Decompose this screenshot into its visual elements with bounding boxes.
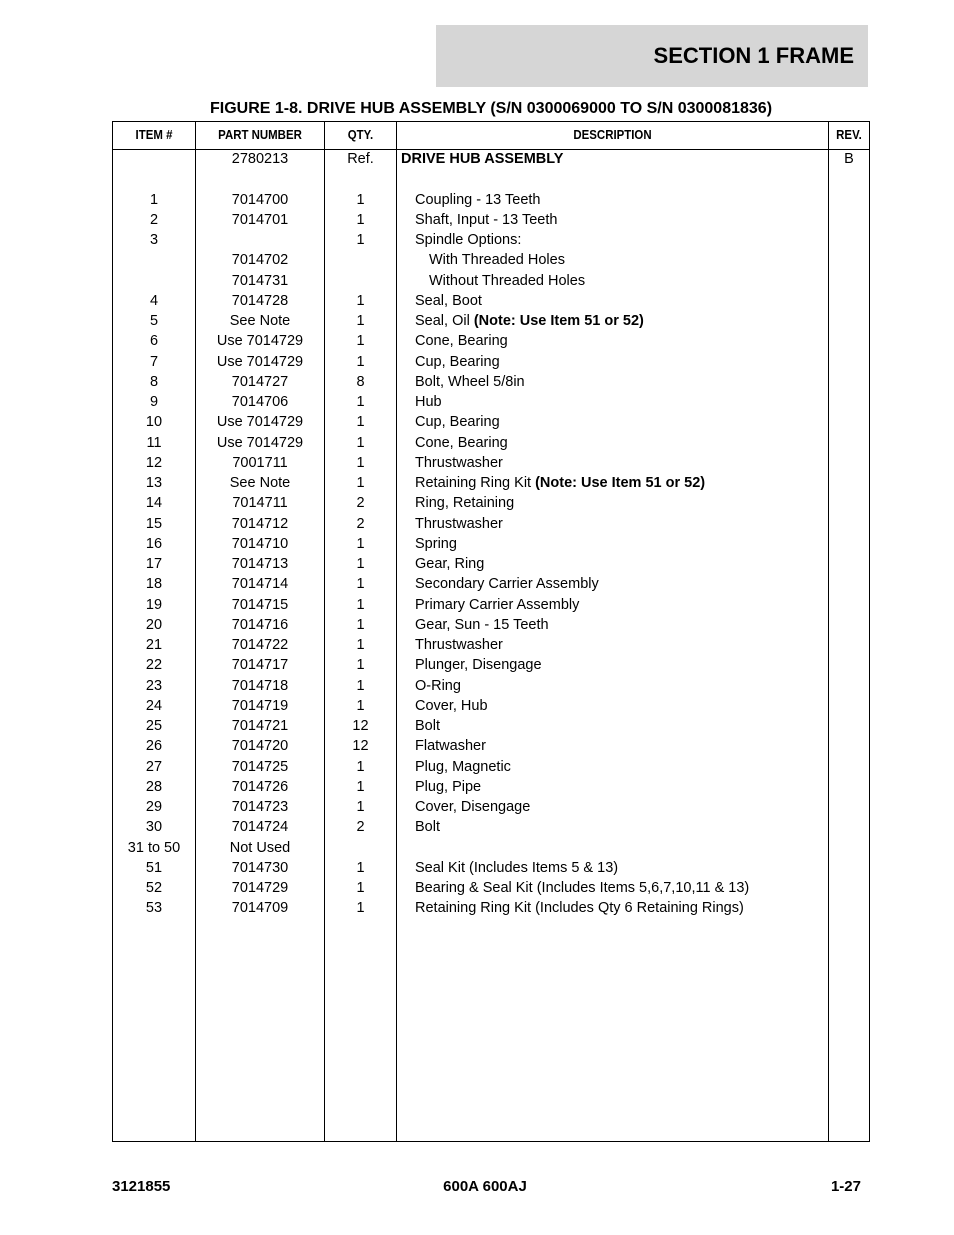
description-text: Plunger, Disengage: [415, 657, 542, 674]
description: [401, 716, 841, 736]
item-number: 19: [145, 596, 163, 613]
part-number: 7014728: [231, 292, 289, 309]
quantity: 1: [356, 232, 365, 248]
description-text: Plug, Pipe: [415, 778, 482, 795]
description: [401, 392, 841, 412]
part-number: 7014700: [231, 191, 289, 208]
quantity: 1: [356, 657, 365, 674]
quantity: 1: [356, 799, 365, 815]
item-number: 11: [146, 434, 162, 451]
table-row: [113, 797, 869, 817]
description: [401, 777, 841, 797]
table-row: [113, 392, 869, 412]
part-number: 7014729: [231, 880, 289, 896]
description: [401, 210, 841, 230]
quantity: 1: [356, 292, 365, 309]
quantity: 1: [356, 191, 365, 208]
description-text: Seal, Oil: [415, 313, 474, 329]
table-row: [113, 169, 869, 189]
part-number: 7014717: [231, 657, 289, 674]
item-number: 8: [149, 373, 159, 390]
part-number: See Note: [229, 475, 291, 491]
quantity: 1: [356, 859, 365, 876]
description: [401, 817, 841, 837]
table-row: [113, 615, 869, 635]
part-number: Use 7014729: [216, 414, 304, 431]
section-header: [436, 25, 868, 87]
item-number: 5: [149, 313, 159, 329]
table-row: [113, 433, 869, 453]
description: [401, 858, 841, 878]
item-number: 53: [145, 900, 163, 917]
description-text: Cup, Bearing: [415, 414, 500, 431]
part-number: 7014725: [231, 758, 289, 775]
description: [401, 676, 841, 696]
table-row: [113, 271, 869, 291]
item-number: 20: [145, 616, 163, 633]
table-row: [113, 291, 869, 311]
description: [401, 473, 841, 493]
part-number: 7014712: [231, 515, 289, 532]
item-number: 25: [145, 718, 163, 734]
description-text: Secondary Carrier Assembly: [415, 576, 599, 593]
description: [401, 291, 841, 311]
quantity: 8: [356, 373, 365, 390]
part-number: 7014713: [231, 556, 289, 572]
quantity: 12: [352, 718, 369, 734]
table-row: [113, 838, 869, 858]
description: [401, 797, 841, 817]
header-part-number: PART NUMBER: [218, 127, 302, 142]
item-number: 3: [149, 232, 159, 248]
item-number: 4: [149, 292, 159, 309]
description: [401, 271, 855, 291]
footer-model: 600A 600AJ: [443, 1178, 527, 1195]
description: [401, 635, 841, 655]
item-number: 10: [145, 414, 163, 431]
table-row: [113, 635, 869, 655]
part-number: 7014731: [231, 272, 289, 289]
description: [401, 230, 841, 250]
quantity: 1: [356, 637, 365, 653]
quantity: 1: [356, 333, 365, 350]
description: [401, 534, 841, 554]
item-number: 28: [145, 778, 163, 795]
quantity: 12: [352, 738, 369, 755]
quantity: 1: [356, 535, 365, 552]
description: [401, 372, 841, 392]
description: [401, 514, 841, 534]
description-text: Gear, Sun - 15 Teeth: [415, 616, 549, 633]
table-row: [113, 676, 869, 696]
table-row: [113, 696, 869, 716]
description: [401, 412, 841, 432]
part-number: 7014714: [231, 576, 289, 593]
description-text: Retaining Ring Kit: [415, 475, 536, 491]
description-text: Shaft, Input - 13 Teeth: [415, 211, 558, 228]
header-rev: REV.: [836, 127, 862, 142]
table-row: [113, 311, 869, 331]
description: [401, 878, 841, 898]
table-row: [113, 898, 869, 918]
description-text: Bolt, Wheel 5/8in: [415, 373, 525, 390]
item-number: 29: [145, 799, 163, 815]
description: [401, 190, 841, 210]
item-number: 23: [145, 677, 163, 694]
part-number: See Note: [229, 313, 291, 329]
header-description: DESCRIPTION: [573, 127, 652, 142]
item-number: 15: [145, 515, 163, 532]
quantity: 1: [356, 880, 365, 896]
item-number: 51: [145, 859, 163, 876]
description-text: Thrustwasher: [415, 454, 503, 471]
table-row: [113, 331, 869, 351]
quantity: 1: [356, 454, 365, 471]
table-row: [113, 210, 869, 230]
description-text: Cup, Bearing: [415, 353, 500, 370]
description: [401, 331, 841, 351]
item-number: 9: [149, 394, 159, 410]
part-number: 7014723: [231, 799, 289, 815]
description-text: Flatwasher: [415, 738, 486, 755]
description: [401, 149, 827, 169]
table-header: [113, 122, 869, 150]
part-number: 7014727: [231, 373, 289, 390]
quantity: 1: [356, 475, 365, 491]
description-text: Cone, Bearing: [415, 333, 508, 350]
description-text: Cover, Disengage: [415, 799, 531, 815]
item-number: 22: [145, 657, 163, 674]
table-row: [113, 453, 869, 473]
table-row: [113, 574, 869, 594]
description: [401, 493, 841, 513]
quantity: 2: [356, 515, 365, 532]
description-note: (Note: Use Item 51 or 52): [535, 475, 706, 491]
table-row: [113, 493, 869, 513]
table-row: [113, 777, 869, 797]
description: [401, 898, 841, 918]
description: [401, 655, 841, 675]
description-text: Spindle Options:: [415, 232, 522, 248]
description: [401, 554, 841, 574]
description-text: O-Ring: [415, 677, 461, 694]
description-text: Plug, Magnetic: [415, 758, 511, 775]
description: [401, 453, 841, 473]
quantity: 2: [356, 819, 365, 836]
description: [401, 574, 841, 594]
item-number: 2: [149, 211, 159, 228]
parts-table: [112, 121, 870, 1142]
item-number: 12: [145, 454, 163, 471]
part-number: Use 7014729: [216, 353, 304, 370]
item-number: 52: [145, 880, 163, 896]
description-text: Thrustwasher: [415, 515, 503, 532]
table-row: [113, 817, 869, 837]
part-number: 7014709: [231, 900, 289, 917]
table-row: [113, 250, 869, 270]
description-text: Cover, Hub: [415, 697, 488, 714]
description: [401, 311, 841, 331]
part-number: 7014706: [231, 394, 289, 410]
figure-title: FIGURE 1-8. DRIVE HUB ASSEMBLY (S/N 0300069000 TO S/N 0300081836): [209, 100, 773, 117]
quantity: 1: [356, 556, 365, 572]
description-text: Bearing & Seal Kit (Includes Items 5,6,7,10,11 & 13): [415, 880, 750, 896]
quantity: 1: [356, 414, 365, 431]
description-text: Retaining Ring Kit (Includes Qty 6 Retaining Rings): [415, 900, 744, 917]
table-row: [113, 230, 869, 250]
part-number: 7014724: [231, 819, 289, 836]
description-text: DRIVE HUB ASSEMBLY: [401, 151, 564, 167]
part-number: 7014711: [232, 495, 288, 512]
description-text: Cone, Bearing: [415, 434, 508, 451]
table-row: [113, 858, 869, 878]
description: [401, 736, 841, 756]
table-row: [113, 757, 869, 777]
quantity: 1: [356, 900, 365, 917]
description-text: Primary Carrier Assembly: [415, 596, 580, 613]
description-text: Thrustwasher: [415, 637, 503, 653]
quantity: 1: [356, 677, 365, 694]
description-text: Coupling - 13 Teeth: [415, 191, 541, 208]
part-number: 7014701: [231, 211, 289, 228]
description: [401, 595, 841, 615]
quantity: 1: [356, 697, 365, 714]
part-number: 7014722: [231, 637, 289, 653]
item-number: 6: [149, 333, 159, 350]
quantity: 1: [356, 616, 365, 633]
description-text: Spring: [415, 535, 457, 552]
table-row: [113, 595, 869, 615]
part-number: 7014720: [231, 738, 289, 755]
description-text: Hub: [415, 394, 442, 410]
part-number: 7014726: [231, 778, 289, 795]
item-number: 14: [145, 495, 163, 512]
table-row: [113, 372, 869, 392]
description: [401, 615, 841, 635]
description-text: Seal Kit (Includes Items 5 & 13): [415, 859, 619, 876]
item-number: 21: [145, 637, 163, 653]
item-number: 16: [145, 535, 163, 552]
description: [401, 352, 841, 372]
footer-page-number: 1-27: [830, 1178, 861, 1195]
quantity: 2: [356, 495, 365, 512]
quantity: 1: [356, 596, 365, 613]
section-title: SECTION 1 FRAME: [653, 43, 854, 68]
item-number: 13: [145, 475, 163, 491]
quantity: 1: [356, 353, 365, 370]
part-number: Use 7014729: [216, 434, 304, 451]
item-number: 17: [145, 556, 163, 572]
description-text: Seal, Boot: [415, 292, 482, 309]
part-number: 7014716: [231, 616, 289, 633]
part-number: 7014702: [231, 252, 289, 269]
header-item: ITEM #: [135, 127, 173, 142]
description-text: Bolt: [415, 718, 440, 734]
footer-doc-number: 3121855: [112, 1178, 171, 1195]
description-text: Without Threaded Holes: [429, 272, 586, 289]
table-row: [113, 352, 869, 372]
table-row: [113, 878, 869, 898]
part-number: Use 7014729: [216, 333, 304, 350]
part-number: Not Used: [229, 839, 291, 856]
item-number: 24: [145, 697, 163, 714]
table-row: [113, 534, 869, 554]
table-row: [113, 716, 869, 736]
quantity: Ref.: [347, 151, 374, 167]
table-row: [113, 655, 869, 675]
description: [401, 757, 841, 777]
part-number: 7014715: [231, 596, 289, 613]
description: [401, 696, 841, 716]
item-number: 1: [149, 191, 159, 208]
part-number: 7014730: [231, 859, 289, 876]
part-number: 7014721: [231, 718, 289, 734]
description-text: With Threaded Holes: [429, 252, 565, 269]
item-number: 27: [145, 758, 163, 775]
quantity: 1: [356, 211, 365, 228]
item-number: 7: [149, 353, 159, 370]
item-number: 31 to 50: [127, 839, 181, 856]
table-row: [113, 412, 869, 432]
table-row: [113, 473, 869, 493]
table-row: [113, 554, 869, 574]
quantity: 1: [356, 313, 365, 329]
quantity: 1: [356, 434, 365, 451]
description-note: (Note: Use Item 51 or 52): [473, 313, 644, 329]
table-row: [113, 514, 869, 534]
item-number: 30: [145, 819, 163, 836]
item-number: 26: [145, 738, 163, 755]
part-number: 7014718: [231, 677, 289, 694]
description: [401, 250, 855, 270]
item-number: 18: [145, 576, 163, 593]
quantity: 1: [356, 778, 365, 795]
part-number: 7001711: [232, 454, 288, 471]
table-row: [113, 736, 869, 756]
table-row: [113, 149, 869, 169]
revision: B: [844, 151, 854, 167]
description-text: Bolt: [415, 819, 440, 836]
description-text: Gear, Ring: [415, 556, 485, 572]
description-text: Ring, Retaining: [415, 495, 515, 512]
part-number: 7014719: [231, 697, 289, 714]
header-qty: QTY.: [347, 127, 374, 142]
quantity: 1: [356, 394, 365, 410]
description: [401, 433, 841, 453]
quantity: 1: [356, 576, 365, 593]
table-row: [113, 190, 869, 210]
part-number: 7014710: [231, 535, 289, 552]
quantity: 1: [356, 758, 365, 775]
part-number: 2780213: [231, 151, 289, 167]
